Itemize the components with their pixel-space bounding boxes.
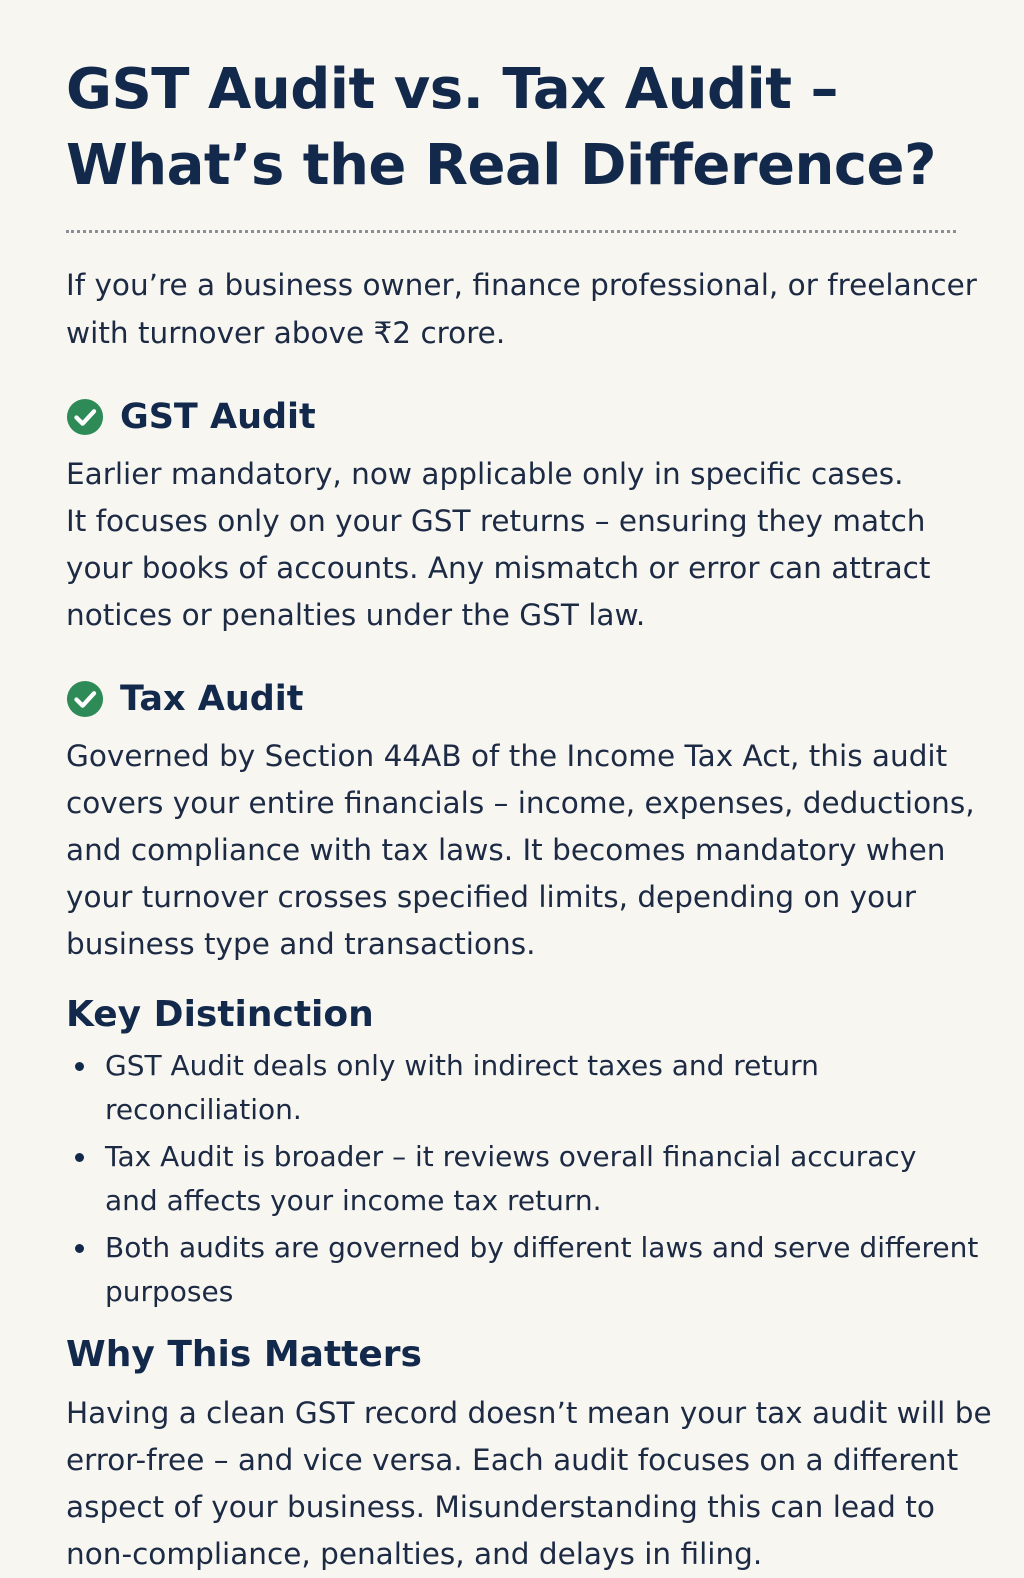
tax-audit-line: covers your entire financials – income, expenses, deductions, bbox=[66, 786, 975, 820]
gst-audit-heading: GST Audit bbox=[120, 397, 316, 437]
list-item bbox=[66, 1135, 996, 1223]
check-circle-icon bbox=[66, 398, 104, 436]
why-this-matters-paragraph bbox=[66, 1390, 996, 1578]
tax-audit-line: Governed by Section 44AB of the Income Tax Act, this audit bbox=[66, 739, 948, 773]
why-line: error-free – and vice versa. Each audit focuses on a different bbox=[66, 1443, 959, 1477]
bullet-dot-icon bbox=[75, 1153, 84, 1162]
list-item-text: purposes bbox=[105, 1275, 234, 1308]
tax-audit-line: and compliance with tax laws. It becomes mandatory when bbox=[66, 833, 946, 867]
tax-audit-line: your turnover crosses specified limits, depending on your bbox=[66, 880, 916, 914]
dotted-divider bbox=[66, 230, 956, 233]
gst-audit-header bbox=[66, 393, 996, 441]
tax-audit-header bbox=[66, 675, 996, 723]
key-distinction-list bbox=[66, 1044, 996, 1314]
tax-audit-paragraph bbox=[66, 733, 996, 968]
gst-audit-line: notices or penalties under the GST law. bbox=[66, 598, 646, 632]
why-line: non-compliance, penalties, and delays in filing. bbox=[66, 1537, 763, 1571]
why-this-matters-heading: Why This Matters bbox=[66, 1334, 422, 1375]
article bbox=[66, 52, 996, 1578]
tax-audit-line: business type and transactions. bbox=[66, 927, 536, 961]
intro-line-2: with turnover above ₹2 crore. bbox=[66, 316, 506, 350]
list-item bbox=[66, 1044, 996, 1132]
gst-audit-line: It focuses only on your GST returns – ensuring they match bbox=[66, 504, 926, 538]
check-circle-icon bbox=[66, 680, 104, 718]
why-line: aspect of your business. Misunderstanding this can lead to bbox=[66, 1490, 935, 1524]
page-title bbox=[66, 52, 996, 204]
gst-audit-paragraph bbox=[66, 451, 996, 639]
list-item-text: Tax Audit is broader – it reviews overall financial accuracy bbox=[105, 1140, 917, 1173]
list-item-text: and affects your income tax return. bbox=[105, 1184, 602, 1217]
intro-line-1: If you’re a business owner, finance professional, or freelancer bbox=[66, 268, 977, 302]
key-distinction-heading: Key Distinction bbox=[66, 994, 374, 1035]
why-line: Having a clean GST record doesn’t mean your tax audit will be bbox=[66, 1396, 992, 1430]
list-item-text: GST Audit deals only with indirect taxes and return reconciliation. bbox=[105, 1049, 819, 1126]
title-line-2: What’s the Real Difference? bbox=[66, 133, 937, 198]
gst-audit-line: your books of accounts. Any mismatch or error can attract bbox=[66, 551, 931, 585]
list-item-text: Both audits are governed by different laws and serve different bbox=[105, 1231, 979, 1264]
gst-audit-line: Earlier mandatory, now applicable only in specific cases. bbox=[66, 457, 904, 491]
intro-paragraph bbox=[66, 261, 996, 357]
tax-audit-heading: Tax Audit bbox=[120, 679, 304, 719]
title-line-1: GST Audit vs. Tax Audit – bbox=[66, 57, 838, 122]
bullet-dot-icon bbox=[75, 1244, 84, 1253]
list-item bbox=[66, 1226, 996, 1314]
bullet-dot-icon bbox=[75, 1062, 84, 1071]
